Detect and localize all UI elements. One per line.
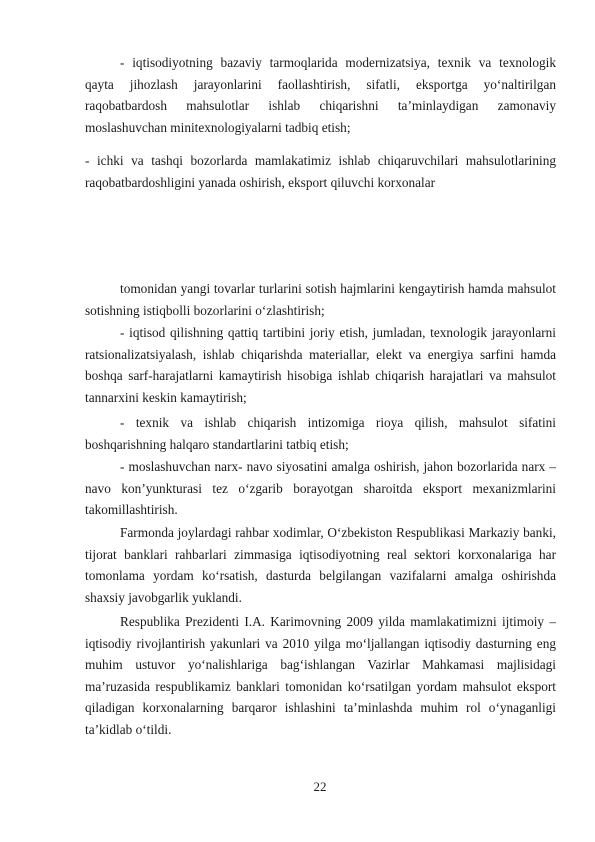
paragraph-decree-responsibility: Farmonda joylardagi rahbar xodimlar, O‘zbekiston Respublikasi Markaziy banki, tijorat banklari rahbarlari zimmasiga iqtisodiyotning real sektori korxonalariga har tomonlama yordam ko‘rsatish, dasturda belgilangan vazifalarni amalga oshirishda shaxsiy javobgarlik yuklandi.	[85, 525, 556, 605]
paragraph-modernization: - iqtisodiyotning bazaviy tarmoqlarida modernizatsiya, texnik va texnologik qayta jihozlash jarayonlarini faollashtirish, sifatli, eksportga yo‘naltirilgan raqobatbardosh mahsulotlar ishlab chiqarishni ta’minlaydigan zamonaviy moslashuvchan minitexnologiyalarni tadbiq etish;	[85, 55, 556, 135]
paragraph-new-goods: tomonidan yangi tovarlar turlarini sotish hajmlarini kengaytirish hamda mahsulot sotishning istiqbolli bozorlarini o‘zlashtirish;	[85, 281, 556, 318]
paragraph-pricing-policy: - moslashuvchan narx- navo siyosatini amalga oshirish, jahon bozorlarida narx – navo kon’yunkturasi tez o‘zgarib borayotgan sharoitda eksport mexanizmlarini takomillashtirish.	[85, 459, 556, 517]
paragraph-competitiveness: - ichki va tashqi bozorlarda mamlakatimiz ishlab chiqaruvchilari mahsulotlarining raqobatbardoshligini yanada oshirish, eksport qiluvchi korxonalar	[85, 153, 556, 190]
paragraph-president-speech: Respublika Prezidenti I.A. Karimovning 2009 yilda mamlakatimizni ijtimoiy – iqtisodiy rivojlantirish yakunlari va 2010 yilga mo‘ljallangan iqtisodiy dasturning eng muhim ustuvor yo‘nalishlariga bag‘ishlangan Vazirlar Mahkamasi majlisidagi ma’ruzasida respublikamiz banklari tomonidan ko‘rsatilgan yordam mahsulot eksport qiladigan korxonalarning barqaror ishlashini ta’minlashda muhim rol o‘ynaganligi ta’kidlab o‘tildi.	[85, 614, 556, 737]
paragraph-cost-saving: - iqtisod qilishning qattiq tartibini joriy etish, jumladan, texnologik jarayonlarni ratsionalizatsiyalash, ishlab chiqarishda materiallar, elekt va energiya sarfini hamda boshqa sarf-harajatlarni kamaytirish hisobiga ishlab chiqarish harajatlari va mahsulot tannarxini keskin kamaytirish;	[85, 325, 556, 405]
page-number: 22	[313, 779, 327, 794]
paragraph-quality-standards: - texnik va ishlab chiqarish intizomiga rioya qilish, mahsulot sifatini boshqarishning halqaro standartlarini tatbiq etish;	[85, 415, 556, 452]
